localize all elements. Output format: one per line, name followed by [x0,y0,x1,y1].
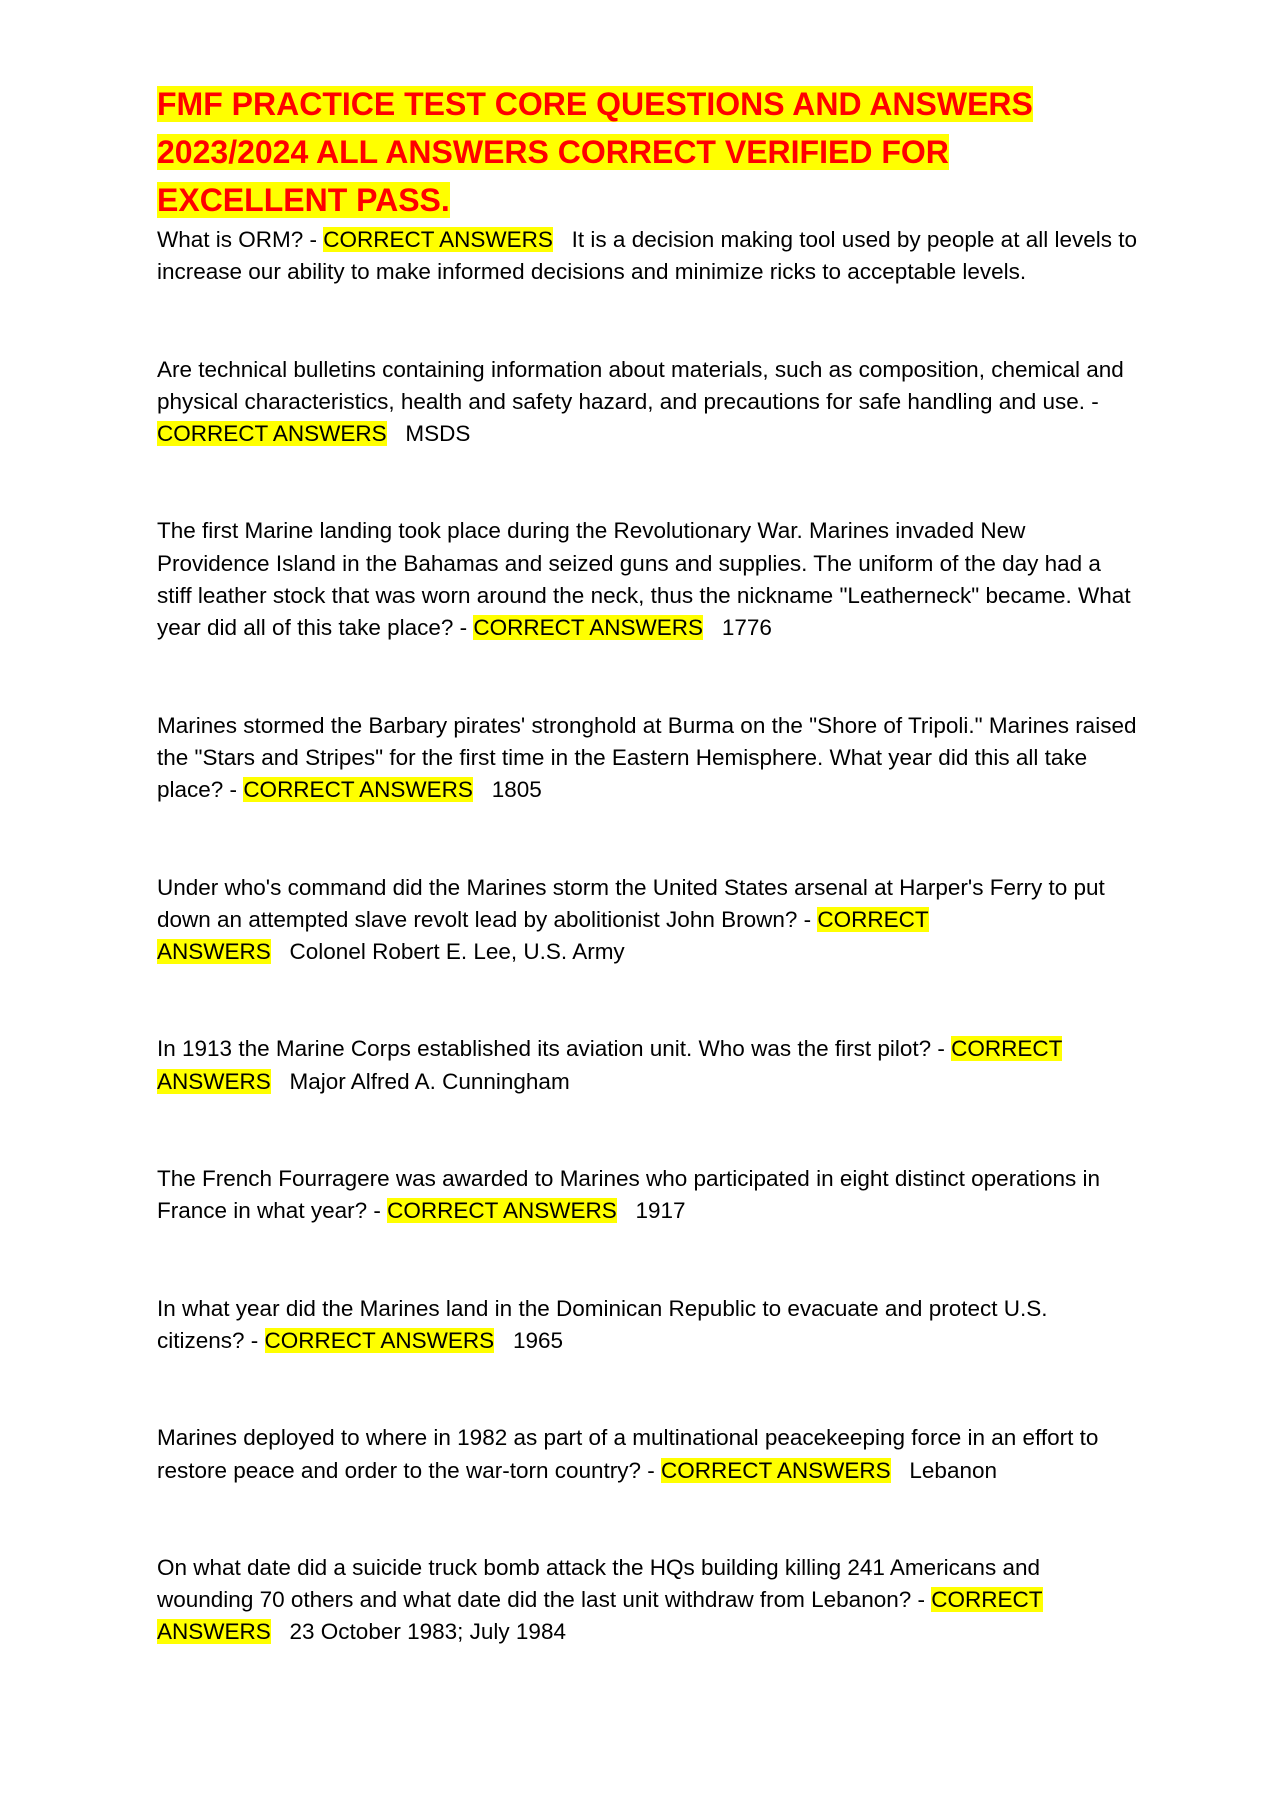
qa-item [157,1422,1137,1487]
correct-answers-label: CORRECT ANSWERS [157,421,387,447]
qa-item [157,1293,1137,1358]
qa-item [157,1033,1137,1098]
correct-answers-label: CORRECT ANSWERS [157,1587,1043,1645]
question-text: Are technical bulletins containing information about materials, such as composition, chemical and physical characteristics, health and safety hazard, and precautions for safe handling and use. - [157,356,1124,414]
correct-answers-label: CORRECT ANSWERS [323,227,553,252]
answer-text: 1776 [721,615,772,641]
question-text: What is ORM? - [157,227,324,252]
question-text: The French Fourragere was awarded to Marines who participated in eight distinct operations in France in what year? - [157,1166,1100,1224]
question-text: Marines stormed the Barbary pirates' stronghold at Burma on the "Shore of Tripoli." Marines raised the "Stars and Stripes" for the first time in the Eastern Hemisphere. What year did this all take place? - [157,712,1137,803]
correct-answers-label: CORRECT ANSWERS [661,1457,891,1483]
qa-item [157,710,1137,807]
question-text: Under who's command did the Marines storm the United States arsenal at Harper's Ferry to put down an attempted slave revolt lead by abolitionist John Brown? - [157,874,1105,932]
qa-item [157,872,1137,969]
qa-item [157,224,1137,289]
qa-item [157,515,1137,644]
question-text: Marines deployed to where in 1982 as part of a multinational peacekeeping force in an effort to restore peace and order to the war-torn country? - [157,1425,1099,1483]
answer-text: 23 October 1983; July 1984 [289,1619,566,1645]
document-title [157,80,1057,224]
question-text: In what year did the Marines land in the Dominican Republic to evacuate and protect U.S. citizens? - [157,1295,1048,1353]
answer-text: MSDS [405,421,471,447]
question-text: On what date did a suicide truck bomb attack the HQs building killing 241 Americans and wounding 70 others and what date did the last unit withdraw from Lebanon? - [157,1554,1040,1613]
correct-answers-label: CORRECT ANSWERS [473,615,704,641]
qa-item [157,1163,1137,1228]
question-text: The first Marine landing took place during the Revolutionary War. Marines invaded New Providence Island in the Bahamas and seized guns and supplies. The uniform of the day had a stiff leather stock that was worn around the neck, thus the nickname "Leatherneck" became. What year did all of this take place? - [157,518,1131,641]
title-highlight: FMF PRACTICE TEST CORE QUESTIONS AND ANSWERS 2023/2024 ALL ANSWERS CORRECT VERIFIED FOR EXCELLENT PASS. [157,86,1033,218]
correct-answers-label: CORRECT ANSWERS [387,1198,617,1224]
qa-item [157,354,1137,451]
answer-text: 1965 [512,1327,563,1353]
answer-text: 1917 [635,1198,686,1224]
answer-text: Lebanon [909,1457,998,1483]
correct-answers-label: CORRECT ANSWERS [243,777,473,803]
qa-item [157,1552,1137,1649]
correct-answers-label: CORRECT ANSWERS [157,1036,1063,1094]
answer-text: It is a decision making tool used by people at all levels to increase our ability to make informed decisions and minimize ricks to acceptable levels. [157,227,1137,285]
correct-answers-label: CORRECT ANSWERS [157,906,929,965]
answer-text: Colonel Robert E. Lee, U.S. Army [289,939,625,965]
question-text: In 1913 the Marine Corps established its aviation unit. Who was the first pilot? - [157,1036,952,1062]
answer-text: 1805 [491,777,542,803]
answer-text: Major Alfred A. Cunningham [289,1068,570,1094]
correct-answers-label: CORRECT ANSWERS [264,1327,495,1353]
